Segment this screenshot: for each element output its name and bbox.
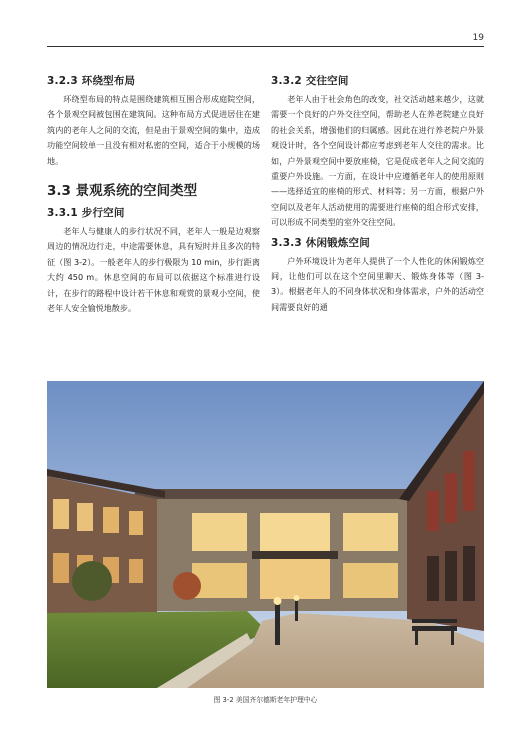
page-number: 19 [472, 33, 484, 43]
chapter-heading-3-3: 3.3 景观系统的空间类型 [47, 183, 198, 200]
section-body-3-3-1: 老年人与健康人的步行状况不同，老年人一般是边观察周边的情况边行走，中途需要休息，具有短时并且多次的特征（图 3-2）。一般老年人的步行极限为 10 min，步行距离大约 450 m。休息空间的布局可以依据这个标准进行设计，在步行的路程中设计若干休息和观赏的景观小空间，使老年人安全愉悦地散步。 [47, 226, 260, 314]
header-rule [47, 46, 484, 47]
section-body-3-3-2: 老年人由于社会角色的改变，社交活动越来越少，这就需要一个良好的户外交往空间，帮助老人在养老院建立良好的社会关系，增强他们的归属感。因此在进行养老院户外景观设计时，各个空间设计都应考虑到老年人交往的需求。比如，户外景观空间中要放座椅，它是促成老年人之间交流的重要户外设施。一方面，在设计中应遵循老年人的使用原则——选择适宜的座椅的形式、材料等；另一方面，根据户外空间以及老年人活动使用的需要进行座椅的组合形式安排，可以形成不同类型的室外交往空间。 [271, 94, 484, 228]
figure-photo-courtyard [47, 381, 484, 688]
section-heading-3-3-1: 3.3.1 步行空间 [47, 207, 125, 220]
figure-caption: 图 3-2 美国齐尔德斯老年护理中心 [213, 696, 318, 704]
right-column [271, 73, 484, 319]
section-heading-3-2-3: 3.2.3 环绕型布局 [47, 75, 136, 87]
section-body-3-3-3: 户外环境设计为老年人提供了一个人性化的休闲锻炼空间，让他们可以在这个空间里聊天、锻炼身体等（图 3-3）。根据老年人的不同身体状况和身体需求，户外的活动空间需要良好的通 [271, 255, 484, 312]
section-body-3-2-3: 环绕型布局的特点是围绕建筑相互围合形成庭院空间，各个景观空间被包围在建筑间。这种布局方式促进居住在建筑内的老年人之间的交流，但是由于景观空间的集中，造成功能空间较单一且没有相对私密的空间，适合于小规模的场地。 [47, 94, 260, 166]
left-column [47, 73, 260, 320]
section-heading-3-3-2: 3.3.2 交往空间 [271, 75, 349, 87]
section-heading-3-3-3: 3.3.3 休闲锻炼空间 [271, 236, 370, 249]
